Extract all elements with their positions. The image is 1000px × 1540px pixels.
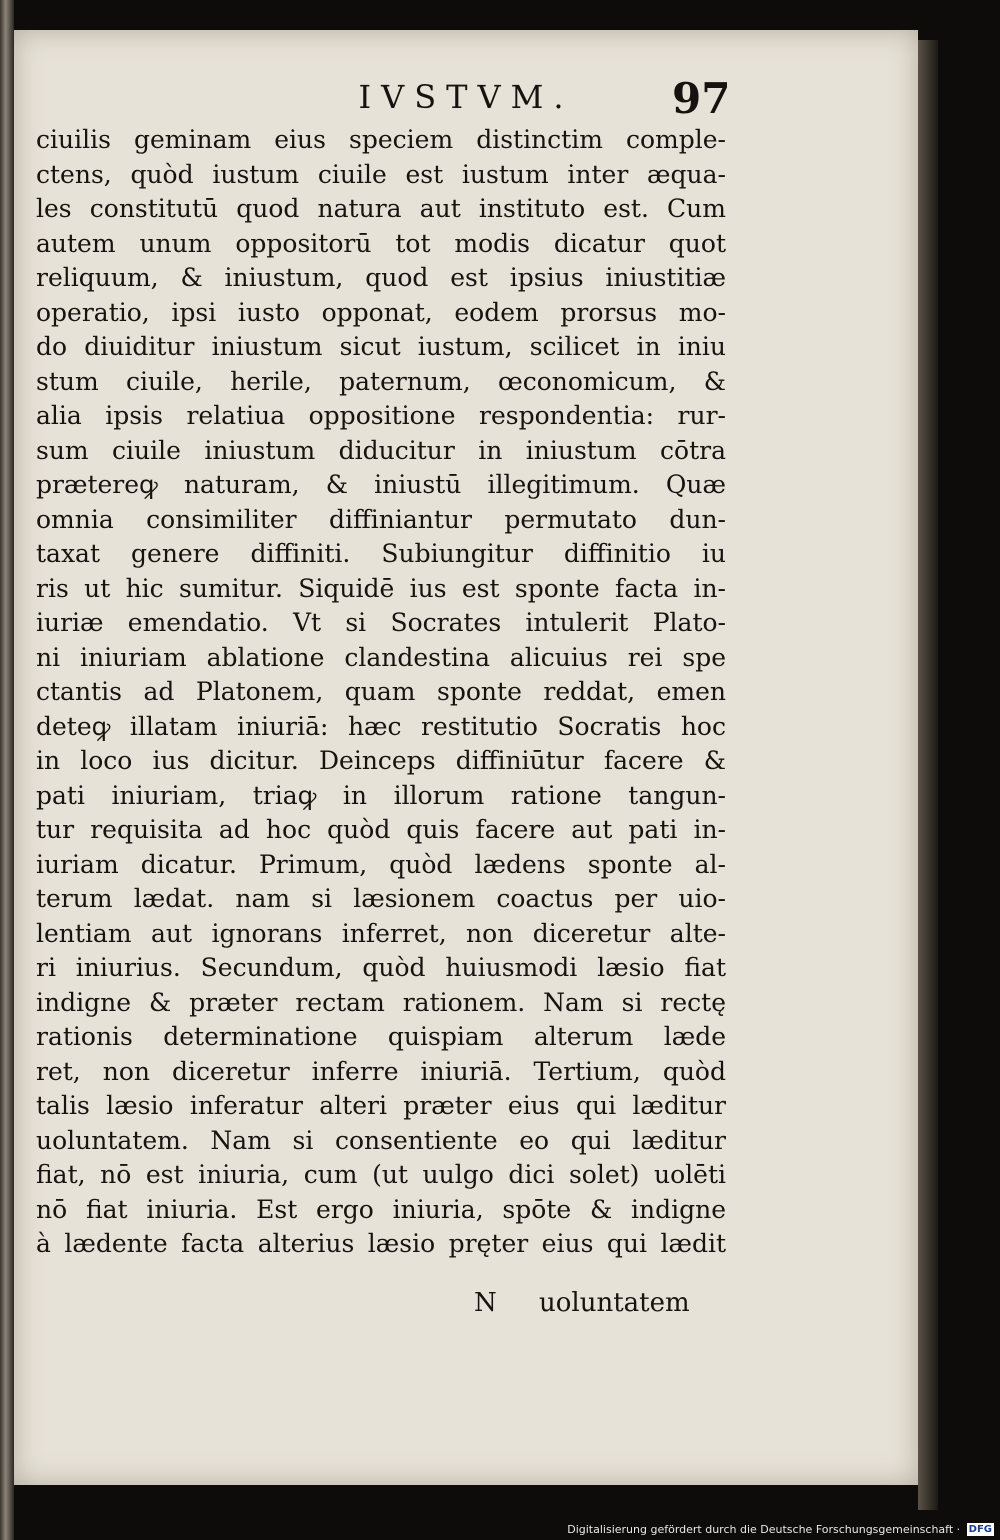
text-line: iuriæ emendatio. Vt si Socrates intulerit Plato-	[36, 608, 726, 637]
text-line: terum lædat. nam si læsionem coactus per uio-	[36, 884, 726, 913]
page-number: 97	[672, 74, 731, 123]
text-line: alia ipsis relatiua oppositione respondentia: rur-	[36, 401, 726, 430]
book-gutter-shadow	[918, 40, 938, 1510]
text-line: deteꝙ illatam iniuriā: hæc restitutio Socratis hoc	[36, 711, 726, 741]
text-line: indigne & præter rectam rationem. Nam si rectę	[36, 987, 726, 1017]
text-line: in loco ius dicitur. Deinceps diffiniūtur facere &	[36, 746, 726, 775]
text-line: ctens, quòd iustum ciuile est iustum inter æqua-	[36, 159, 726, 189]
catchword-row	[474, 1288, 690, 1318]
text-line: ciuilis geminam eius speciem distinctim comple-	[36, 125, 726, 154]
text-line: do diuiditur iniustum sicut iustum, scilicet in iniu	[36, 332, 726, 361]
text-line: ni iniuriam ablatione clandestina alicuius rei spe	[36, 642, 726, 672]
book-left-edge	[0, 0, 14, 1540]
text-line: rationis determinatione quispiam alterum læde	[36, 1022, 726, 1051]
text-line: ris ut hic sumitur. Siquidē ius est sponte facta in-	[36, 573, 726, 603]
text-line: lentiam aut ignorans inferret, non diceretur alte-	[36, 918, 726, 948]
text-line: taxat genere diffiniti. Subiungitur diffinitio iu	[36, 539, 726, 568]
text-line: iuriam dicatur. Primum, quòd lædens sponte al-	[36, 849, 726, 879]
text-line: ctantis ad Platonem, quam sponte reddat, emen	[36, 677, 726, 706]
text-line: tur requisita ad hoc quòd quis facere aut pati in-	[36, 815, 726, 844]
text-line: nō fiat iniuria. Est ergo iniuria, spōte & indigne	[36, 1194, 726, 1224]
text-block	[36, 123, 726, 1262]
text-line: ri iniurius. Secundum, quòd huiusmodi læsio fiat	[36, 953, 726, 982]
text-line: à lædente facta alterius læsio pręter eius qui lædit	[36, 1229, 726, 1258]
text-line: operatio, ipsi iusto opponat, eodem prorsus mo-	[36, 297, 726, 327]
running-head: IVSTVM.	[358, 78, 574, 116]
digitization-credit	[567, 1523, 994, 1537]
catchword: uoluntatem	[539, 1288, 690, 1318]
text-line: sum ciuile iniustum diducitur in iniustum cōtra	[36, 435, 726, 465]
text-line: omnia consimiliter diffiniantur permutato dun-	[36, 504, 726, 534]
text-line: prætereꝙ naturam, & iniustū illegitimum. Quæ	[36, 470, 726, 499]
signature-mark: N	[474, 1288, 497, 1318]
text-line: ret, non diceretur inferre iniuriā. Tertium, quòd	[36, 1056, 726, 1086]
text-line: fiat, nō est iniuria, cum (ut uulgo dici solet) uolēti	[36, 1160, 726, 1189]
dfg-logo-icon: DFG	[968, 1524, 992, 1535]
text-line: stum ciuile, herile, paternum, œconomicum, &	[36, 366, 726, 396]
text-line: talis læsio inferatur alteri præter eius qui læditur	[36, 1091, 726, 1120]
credit-text: Digitalisierung gefördert durch die Deutsche Forschungsgemeinschaft ·	[567, 1522, 961, 1536]
text-line: autem unum oppositorū tot modis dicatur quot	[36, 228, 726, 258]
text-line: reliquum, & iniustum, quod est ipsius iniustitiæ	[36, 263, 726, 292]
text-line: uoluntatem. Nam si consentiente eo qui læditur	[36, 1125, 726, 1155]
text-line: pati iniuriam, triaꝙ in illorum ratione tangun-	[36, 780, 726, 810]
text-line: les constitutū quod natura aut instituto est. Cum	[36, 194, 726, 223]
